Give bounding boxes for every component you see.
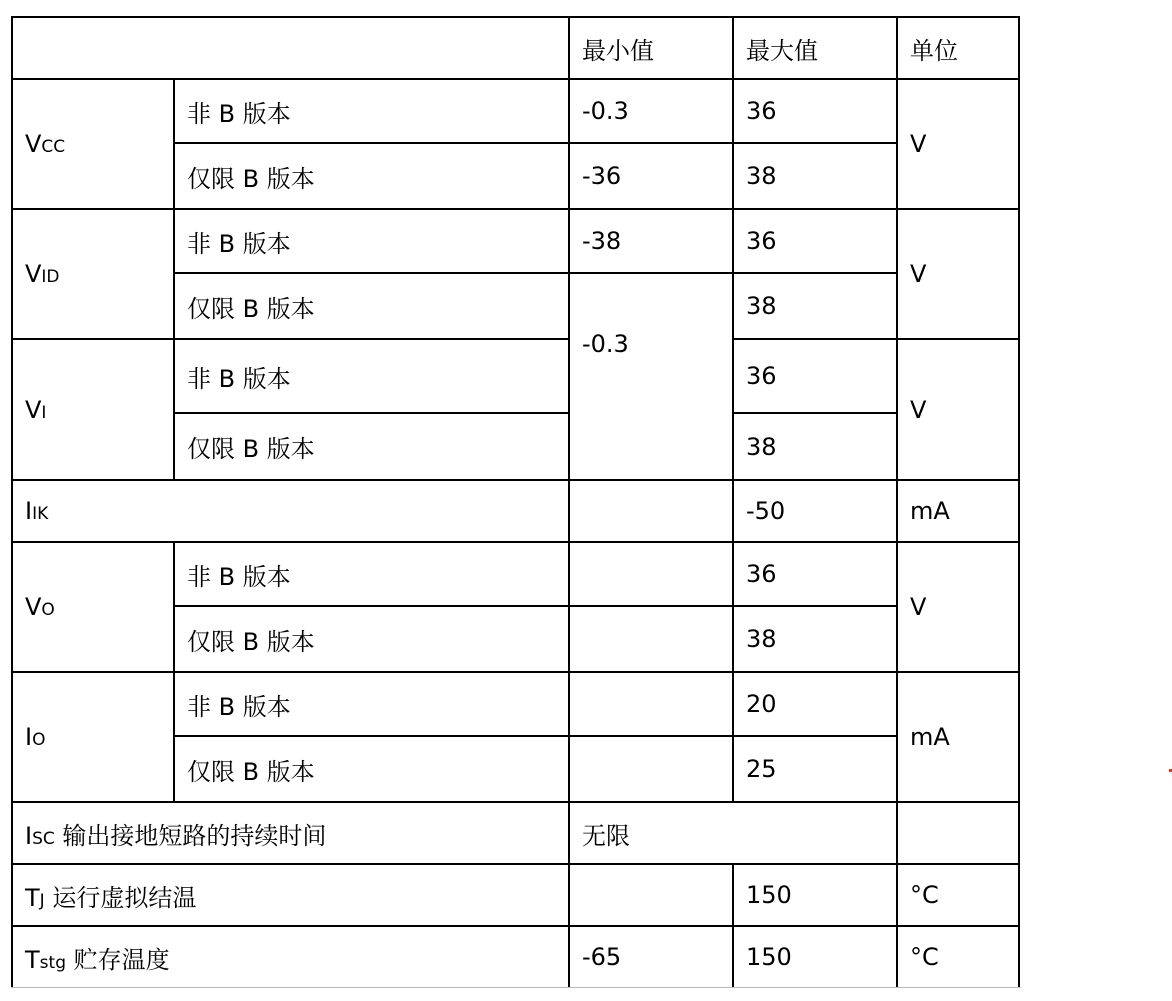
vid-max-non-b: 36 <box>733 209 897 273</box>
tstg-min: -65 <box>569 926 733 987</box>
tj-max: 150 <box>733 864 897 926</box>
symbol-subscript: O <box>41 600 55 620</box>
variant-label: 仅限 B 版本 <box>174 273 569 339</box>
variant-label: 仅限 B 版本 <box>174 606 569 672</box>
table-row <box>12 802 1019 864</box>
symbol-subscript: IK <box>32 504 49 524</box>
variant-label: 仅限 B 版本 <box>174 736 569 802</box>
io-symbol <box>12 672 174 802</box>
variant-label: 仅限 B 版本 <box>174 143 569 209</box>
vo-unit: V <box>897 542 1019 672</box>
vi-min-b <box>569 413 733 480</box>
vcc-unit: V <box>897 79 1019 209</box>
shared-min-value: -0.3 <box>569 273 733 413</box>
vid-unit: V <box>897 209 1019 339</box>
variant-label: 非 B 版本 <box>174 672 569 736</box>
isc-unit <box>897 802 1019 864</box>
table-row <box>12 339 1019 413</box>
symbol-subscript: O <box>32 730 46 750</box>
symbol-subscript: ID <box>41 267 60 287</box>
isc-value: 无限 <box>569 802 897 864</box>
header-row <box>12 17 1019 79</box>
vo-max-b: 38 <box>733 606 897 672</box>
io-max-b: 25 <box>733 736 897 802</box>
isc-parameter <box>12 802 569 864</box>
symbol-letter: V <box>25 395 42 424</box>
tstg-max: 150 <box>733 926 897 987</box>
io-unit: mA <box>897 672 1019 802</box>
tstg-parameter <box>12 926 569 987</box>
table-row <box>12 209 1019 273</box>
table-row <box>12 480 1019 542</box>
vi-max-non-b: 36 <box>733 339 897 413</box>
table-row <box>12 864 1019 926</box>
parameter-description: 运行虚拟结温 <box>52 883 197 912</box>
symbol-letter: I <box>25 497 33 525</box>
tstg-unit: °C <box>897 926 1019 987</box>
parameter-description: 输出接地短路的持续时间 <box>62 821 327 850</box>
header-max: 最大值 <box>733 17 897 79</box>
vcc-symbol <box>12 79 174 209</box>
symbol-subscript: J <box>39 890 45 911</box>
vcc-min-non-b: -0.3 <box>569 79 733 143</box>
header-parameter-cell <box>12 17 569 79</box>
vi-max-b: 38 <box>733 413 897 480</box>
vi-symbol <box>12 339 174 480</box>
iik-symbol <box>12 480 569 542</box>
symbol-subscript: CC <box>41 137 66 157</box>
vcc-max-non-b: 36 <box>733 79 897 143</box>
vo-min-non-b <box>569 542 733 606</box>
symbol-letter: V <box>25 593 42 621</box>
symbol-letter: T <box>25 883 40 912</box>
table-row <box>12 672 1019 736</box>
vid-min-non-b: -38 <box>569 209 733 273</box>
io-min-b <box>569 736 733 802</box>
vcc-max-b: 38 <box>733 143 897 209</box>
vid-max-b: 38 <box>733 273 897 339</box>
variant-label: 非 B 版本 <box>174 79 569 143</box>
symbol-letter: V <box>25 130 42 158</box>
symbol-letter: I <box>25 821 33 850</box>
variant-label: 仅限 B 版本 <box>174 413 569 480</box>
tj-parameter <box>12 864 569 926</box>
header-min: 最小值 <box>569 17 733 79</box>
vi-unit: V <box>897 339 1019 480</box>
symbol-subscript: I <box>41 402 47 423</box>
io-min-non-b <box>569 672 733 736</box>
iik-max: -50 <box>733 480 897 542</box>
symbol-letter: T <box>25 945 40 974</box>
vo-max-non-b: 36 <box>733 542 897 606</box>
vid-symbol <box>12 209 174 339</box>
table-row <box>12 542 1019 606</box>
table-row <box>12 926 1019 987</box>
symbol-letter: V <box>25 260 42 288</box>
absolute-max-ratings-table <box>11 16 1020 987</box>
symbol-subscript: stg <box>39 952 66 973</box>
symbol-letter: I <box>25 723 33 751</box>
iik-min <box>569 480 733 542</box>
vo-min-b <box>569 606 733 672</box>
variant-label: 非 B 版本 <box>174 542 569 606</box>
table-row <box>12 79 1019 143</box>
variant-label: 非 B 版本 <box>174 339 569 413</box>
parameter-description: 贮存温度 <box>73 945 170 974</box>
io-max-non-b: 20 <box>733 672 897 736</box>
tj-min <box>569 864 733 926</box>
header-unit: 单位 <box>897 17 1019 79</box>
vcc-min-b: -36 <box>569 143 733 209</box>
page-bottom-divider <box>11 987 1021 988</box>
vo-symbol <box>12 542 174 672</box>
tj-unit: °C <box>897 864 1019 926</box>
symbol-subscript: SC <box>32 828 55 849</box>
variant-label: 非 B 版本 <box>174 209 569 273</box>
iik-unit: mA <box>897 480 1019 542</box>
